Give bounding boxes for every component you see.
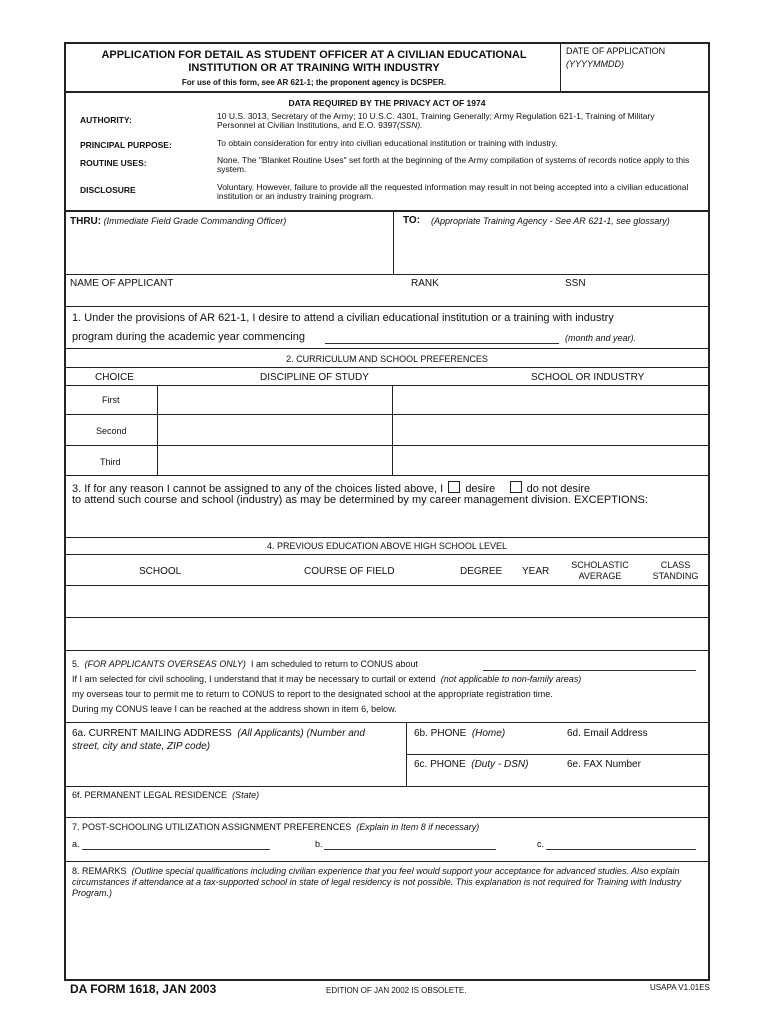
item2-heading: 2. CURRICULUM AND SCHOOL PREFERENCES: [286, 354, 488, 364]
date-format-hint: (YYYYMMDD): [566, 59, 624, 69]
item3-line1: 3. If for any reason I cannot be assigned to any of the choices listed above, I desire do not desire: [72, 483, 591, 495]
thru-input[interactable]: [66, 232, 391, 272]
item5-line2: If I am selected for civil schooling, I understand that it may be necessary to curtail or extend (not applicable to non-family areas): [72, 674, 582, 684]
return-date-input[interactable]: [483, 670, 696, 671]
header-divider: [64, 91, 710, 93]
choice-third-label: Third: [100, 457, 121, 467]
item6-divider: [64, 786, 710, 787]
item5-line1: 5. (FOR APPLICANTS OVERSEAS ONLY) I am scheduled to return to CONUS about: [72, 659, 419, 669]
third-discipline-input[interactable]: [159, 447, 390, 474]
email-address-label: 6d. Email Address: [567, 728, 648, 739]
item5-line3: my overseas tour to permit me to return to CONUS to report to the designated school at the appropriate registration time.: [72, 689, 553, 699]
discipline-column-divider: [392, 385, 393, 475]
third-school-input[interactable]: [394, 447, 706, 474]
assignment-pref-b-input[interactable]: [324, 849, 496, 850]
exceptions-input[interactable]: [66, 508, 706, 536]
prev-school-column-header: SCHOOL: [139, 566, 182, 577]
item2-colhead-divider: [64, 385, 710, 386]
item1-text-line2: program during the academic year commencing: [72, 331, 305, 343]
principal-purpose-label: PRINCIPAL PURPOSE:: [80, 140, 172, 150]
ssn-input[interactable]: [562, 291, 706, 305]
first-school-input[interactable]: [394, 387, 706, 413]
choice-second-label: Second: [96, 426, 127, 436]
thru-to-divider: [393, 210, 394, 274]
item7-divider: [64, 861, 710, 862]
form-title-line2: INSTITUTION OR AT TRAINING WITH INDUSTRY: [188, 62, 440, 74]
item6f-divider: [64, 817, 710, 818]
item2-bottom-divider: [64, 475, 710, 476]
item7-b-label: b.: [315, 839, 323, 849]
remarks-input[interactable]: [66, 905, 706, 977]
phone-duty-input[interactable]: [408, 772, 706, 784]
item1-divider: [64, 348, 710, 349]
item7-a-label: a.: [72, 839, 80, 849]
authority-label: AUTHORITY:: [80, 115, 132, 125]
first-discipline-input[interactable]: [159, 387, 390, 413]
prev-education-row-1[interactable]: [66, 587, 706, 616]
edition-notice: EDITION OF JAN 2002 IS OBSOLETE.: [326, 986, 467, 995]
disclosure-text: Voluntary. However, failure to provide all the requested information may result in not being accepted into a civilian educational institution or an industry training program.: [217, 182, 689, 201]
assignment-pref-c-input[interactable]: [546, 849, 696, 850]
second-discipline-input[interactable]: [159, 416, 390, 444]
principal-purpose-text: To obtain consideration for entry into civilian educational institution or training with industry.: [217, 138, 558, 148]
item2-row1-divider: [64, 414, 710, 415]
item3-line2: to attend such course and school (industry) as may be determined by my career management division. EXCEPTIONS:: [72, 494, 648, 506]
form-identifier: DA FORM 1618, JAN 2003: [70, 982, 217, 996]
rank-label: RANK: [411, 278, 439, 289]
discipline-column-header: DISCIPLINE OF STUDY: [260, 372, 369, 383]
phone-duty-label: 6c. PHONE (Duty - DSN): [414, 759, 529, 770]
authority-text: 10 U.S. 3013, Secretary of the Army; 10 U.S.C. 4301, Training Generally; Army Regulation 621-1, Training of Military Personnel at Civilian Institutions, and E.O. 9397(SSN).: [217, 111, 655, 130]
name-of-applicant-input[interactable]: [66, 291, 404, 305]
mailing-address-input[interactable]: [66, 754, 404, 784]
desire-checkbox[interactable]: [448, 481, 460, 493]
to-field-label: TO:: [403, 215, 421, 226]
scholastic-column-header-line1: SCHOLASTIC: [571, 560, 629, 570]
routing-divider: [64, 274, 710, 275]
item2-heading-divider: [64, 367, 710, 368]
choice-first-label: First: [102, 395, 120, 405]
privacy-act-heading: DATA REQUIRED BY THE PRIVACY ACT OF 1974: [288, 98, 486, 108]
to-input[interactable]: [396, 244, 706, 272]
phone-home-input[interactable]: [408, 741, 706, 753]
mailing-address-hint: street, city and state, ZIP code): [72, 741, 211, 752]
school-column-header: SCHOOL OR INDUSTRY: [531, 372, 645, 383]
legal-residence-input[interactable]: [66, 802, 706, 815]
phone-home-label: 6b. PHONE (Home): [414, 728, 506, 739]
item6-phone-divider: [406, 754, 710, 755]
item5-line4: During my CONUS leave I can be reached at the address shown in item 6, below.: [72, 704, 397, 714]
year-column-header: YEAR: [522, 566, 550, 577]
name-of-applicant-label: NAME OF APPLICANT: [70, 278, 174, 289]
item7-label: 7. POST-SCHOOLING UTILIZATION ASSIGNMENT PREFERENCES (Explain in Item 8 if necessary): [72, 822, 480, 832]
mailing-address-label: 6a. CURRENT MAILING ADDRESS (All Applicants) (Number and: [72, 728, 365, 739]
item4-bottom-divider: [64, 650, 710, 651]
ssn-label: SSN: [565, 278, 586, 289]
thru-field-label: THRU: (Immediate Field Grade Commanding Officer): [70, 216, 287, 227]
do-not-desire-checkbox[interactable]: [510, 481, 522, 493]
disclosure-label: DISCLOSURE: [80, 185, 136, 195]
degree-column-header: DEGREE: [460, 566, 503, 577]
choice-column-divider: [157, 385, 158, 475]
legal-residence-label: 6f. PERMANENT LEGAL RESIDENCE (State): [72, 790, 260, 800]
form-right-border: [708, 42, 710, 980]
date-box-divider: [560, 42, 561, 92]
form-bottom-border: [64, 979, 710, 981]
course-column-header: COURSE OF FIELD: [304, 566, 395, 577]
form-title-line1: APPLICATION FOR DETAIL AS STUDENT OFFICER AT A CIVILIAN EDUCATIONAL: [101, 49, 527, 61]
item1-hint: (month and year).: [565, 333, 637, 343]
to-field-hint: (Appropriate Training Agency - See AR 621-1, see glossary): [431, 216, 670, 226]
item3-divider: [64, 537, 710, 538]
class-column-header-line2: STANDING: [652, 571, 699, 581]
remarks-label: 8. REMARKS (Outline special qualifications including civilian experience that you feel would support your acceptance for advanced studies. Also explain circumstances if attendance at a tax-supported school in state of legal residency is not possible. This explanation is not required for Training with Industry Program.): [72, 866, 682, 898]
privacy-divider: [64, 210, 710, 212]
form-subtitle: For use of this form, see AR 621-1; the proponent agency is DCSPER.: [181, 78, 447, 87]
item2-row2-divider: [64, 445, 710, 446]
item4-row-divider: [64, 617, 710, 618]
rank-input[interactable]: [408, 291, 558, 305]
item4-colhead-divider: [64, 585, 710, 586]
item4-heading: 4. PREVIOUS EDUCATION ABOVE HIGH SCHOOL LEVEL: [266, 541, 508, 551]
assignment-pref-a-input[interactable]: [82, 849, 270, 850]
fax-number-label: 6e. FAX Number: [567, 759, 641, 770]
routine-uses-text: None. The "Blanket Routine Uses" set forth at the beginning of the Army compilation of systems of records notice apply to this system.: [217, 155, 690, 174]
prev-education-row-2[interactable]: [66, 619, 706, 649]
class-column-header-line1: CLASS: [660, 560, 691, 570]
form-top-border: [64, 42, 710, 44]
applicant-divider: [64, 306, 710, 307]
date-of-application-field[interactable]: [562, 72, 706, 90]
item1-text-line1: 1. Under the provisions of AR 621-1, I desire to attend a civilian educational institution or a training with industry: [72, 312, 614, 324]
choice-column-header: CHOICE: [95, 372, 134, 383]
scholastic-column-header-line2: AVERAGE: [578, 571, 622, 581]
version-label: USAPA V1.01ES: [650, 983, 710, 992]
date-of-application-label: DATE OF APPLICATION: [566, 46, 666, 56]
academic-year-input[interactable]: [325, 343, 559, 344]
item7-c-label: c.: [537, 839, 545, 849]
second-school-input[interactable]: [394, 416, 706, 444]
item5-divider: [64, 722, 710, 723]
item4-heading-divider: [64, 554, 710, 555]
routine-uses-label: ROUTINE USES:: [80, 158, 147, 168]
